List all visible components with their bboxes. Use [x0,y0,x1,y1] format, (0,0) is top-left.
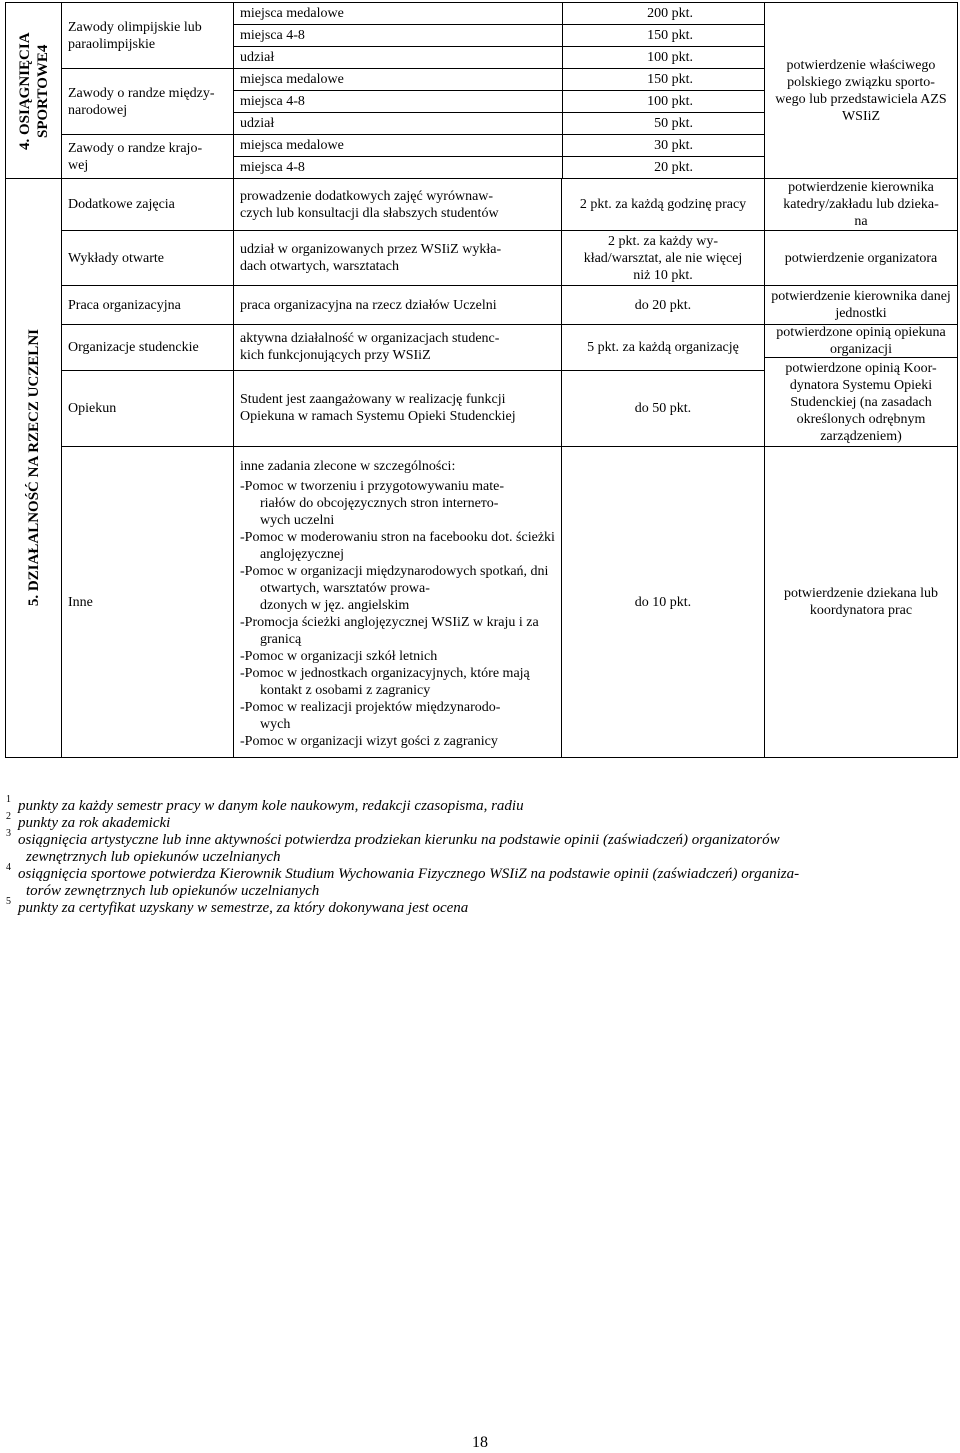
footnote-text: osiągnięcia sportowe potwierdza Kierownik Studium Wychowania Fizycznego WSIiZ na podstawie opinii (zaświadczeń) organiza- [18,866,800,882]
points-cell: 150 pkt. [562,69,765,91]
confirmation-student-orgs: potwierdzone opinią opiekuna organizacji [765,325,957,358]
list-item: -Pomoc w organizacji szkół letnich [240,648,438,664]
section-5-title: 5. DZIAŁALNOŚĆ NA RZECZ UCZELNI [25,329,42,607]
activity-cell: udział [234,113,562,135]
footnote [6,896,956,917]
sport-confirmation: potwierdzenie właściwego polskiego związku sporto- wego lub przedstawiciela AZS WSIiZ [765,3,958,179]
international-subtable-cell [234,69,765,135]
confirmation-other: potwierdzenie dziekana lub koordynatora prac [765,447,958,758]
points-cell: 20 pkt. [654,160,693,175]
activity-cell: miejsca 4-8 [234,157,562,179]
list-item: -Pomoc w moderowaniu stron na facebooku dot. ścieżki anglojęzycznej [240,529,555,562]
points-cell: 150 pkt. [562,25,765,47]
footnote-number: 1 [6,794,11,805]
points-cell: 30 pkt. [562,135,765,157]
activity-tutor: Student jest zaangażowany w realizację funkcji Opiekuna w ramach Systemu Opieki Studenckiej [234,370,562,446]
category-international: Zawody o randze między- narodowej [62,69,234,135]
table-row [234,135,765,157]
confirmation-extra-classes: potwierdzenie kierownika katedry/zakładu lub dzieka- na [765,179,958,231]
other-intro: inne zadania zlecone w szczególności: [240,458,456,474]
category-other: Inne [62,447,234,758]
category-extra-classes: Dodatkowe zajęcia [62,179,234,231]
activity-extra-classes: prowadzenie dodatkowych zajęć wyrównaw- czych lub konsultacji dla słabszych studentów [234,179,562,231]
section-4-cell [6,3,62,179]
footnote [6,794,956,815]
activity-cell: miejsca medalowe [234,69,562,91]
footnote-number: 3 [6,828,11,839]
activity-cell: miejsca 4-8 [234,91,562,113]
activity-cell: miejsca 4-8 [234,25,562,47]
olympic-subtable [234,3,765,68]
table-row [234,25,765,47]
category-org-work: Praca organizacyjna [62,286,234,325]
table-row [234,69,765,91]
list-item: -Pomoc w organizacji międzynarodowych spotkań, dni otwartych, warsztatów prowa- dzonych w jęz. angielskim [240,563,549,613]
activity-cell: miejsca medalowe [234,3,562,25]
international-subtable [234,69,765,134]
category-national: Zawody o randze krajo- wej [62,135,234,179]
footnote-text: punkty za rok akademicki [18,815,171,831]
footnote-text: osiągnięcia artystyczne lub inne aktywności potwierdza prodziekan kierunku na podstawie opinii (zaświadczeń) organizatorów [18,832,780,848]
section-5-cell [6,179,62,758]
points-cell: 200 pkt. [562,3,765,25]
points-tutor: do 50 pkt. [562,370,765,446]
list-item: -Promocja ścieżki anglojęzycznej WSIiZ w kraju i za granicą [240,614,539,647]
footnotes [6,794,956,917]
points-other: do 10 pkt. [562,447,765,758]
category-tutor: Opiekun [62,370,234,446]
national-subtable [234,135,765,178]
national-subtable-cell [234,135,765,179]
list-item: -Pomoc w jednostkach organizacyjnych, które mają kontakt z osobami z zagranicy [240,665,530,698]
table-row [234,3,765,25]
table-row [234,157,765,179]
sport-row-olympic [6,3,958,69]
confirmation-orgs-tutor-cell [765,325,958,447]
points-student-orgs: 5 pkt. za każdą organizację [562,325,765,371]
points-cell: 100 pkt. [647,50,693,65]
confirmation-tutor: potwierdzone opinią Koor- dynatora Systemu Opieki Studenckiej (na zasadach określonych odrębnym zarządzeniem) [785,360,937,444]
category-olympic: Zawody olimpijskie lub paraolimpijskie [62,3,234,69]
page-number: 18 [472,1434,488,1451]
footnote-text: punkty za każdy semestr pracy w danym kole naukowym, redakcji czasopisma, radiu [18,798,524,814]
points-org-work: do 20 pkt. [562,286,765,325]
footnote-number: 4 [6,862,11,873]
list-item: -Pomoc w realizacji projektów międzynarodo- wych [240,699,501,732]
table-row [234,91,765,113]
footnote-continuation: torów zewnętrznych lub opiekunów uczelnianych [26,883,320,899]
list-item: -Pomoc w organizacji wizyt gości z zagranicy [240,733,498,749]
table-row [234,113,765,135]
footnote [6,811,956,832]
activity-cell: udział [234,47,562,69]
olympic-subtable-cell [234,3,765,69]
points-cell: 100 pkt. [562,91,765,113]
confirmation-org-work: potwierdzenie kierownika danej jednostki [765,286,958,325]
footnote [6,862,956,900]
points-table [5,2,958,758]
footnote-number: 5 [6,896,11,907]
row-open-lectures [6,231,958,286]
activity-open-lectures: udział w organizowanych przez WSIiZ wykła- dach otwartych, warsztatach [234,231,562,286]
points-extra-classes: 2 pkt. za każdą godzinę pracy [562,179,765,231]
points-cell: 50 pkt. [654,116,693,131]
activity-other [234,447,562,758]
row-extra-classes [6,179,958,231]
row-org-work [6,286,958,325]
section-4-title: 4. OSIĄGNIĘCIA SPORTOWE4 [16,31,51,150]
list-item: -Pomoc w tworzeniu i przygotowywaniu mate- riałów do obcojęzycznych stron internето- wych uczelni [240,478,504,528]
activity-org-work: praca organizacyjna na rzecz działów Uczelni [234,286,562,325]
footnote [6,828,956,866]
category-student-orgs: Organizacje studenckie [62,325,234,371]
activity-cell: miejsca medalowe [234,135,562,157]
confirmation-open-lectures: potwierdzenie organizatora [765,231,958,286]
footnote-number: 2 [6,811,11,822]
row-student-orgs [6,325,958,371]
footnote-continuation: zewnętrznych lub opiekunów uczelnianych [26,849,281,865]
points-open-lectures: 2 pkt. za każdy wy- kład/warsztat, ale nie więcej niż 10 pkt. [562,231,765,286]
table-row [234,47,765,69]
activity-student-orgs: aktywna działalność w organizacjach studenc- kich funkcjonujących przy WSIiZ [234,325,562,371]
row-other [6,447,958,758]
footnote-text: punkty za certyfikat uzyskany w semestrze, za który dokonywana jest ocena [18,900,469,916]
category-open-lectures: Wykłady otwarte [62,231,234,286]
